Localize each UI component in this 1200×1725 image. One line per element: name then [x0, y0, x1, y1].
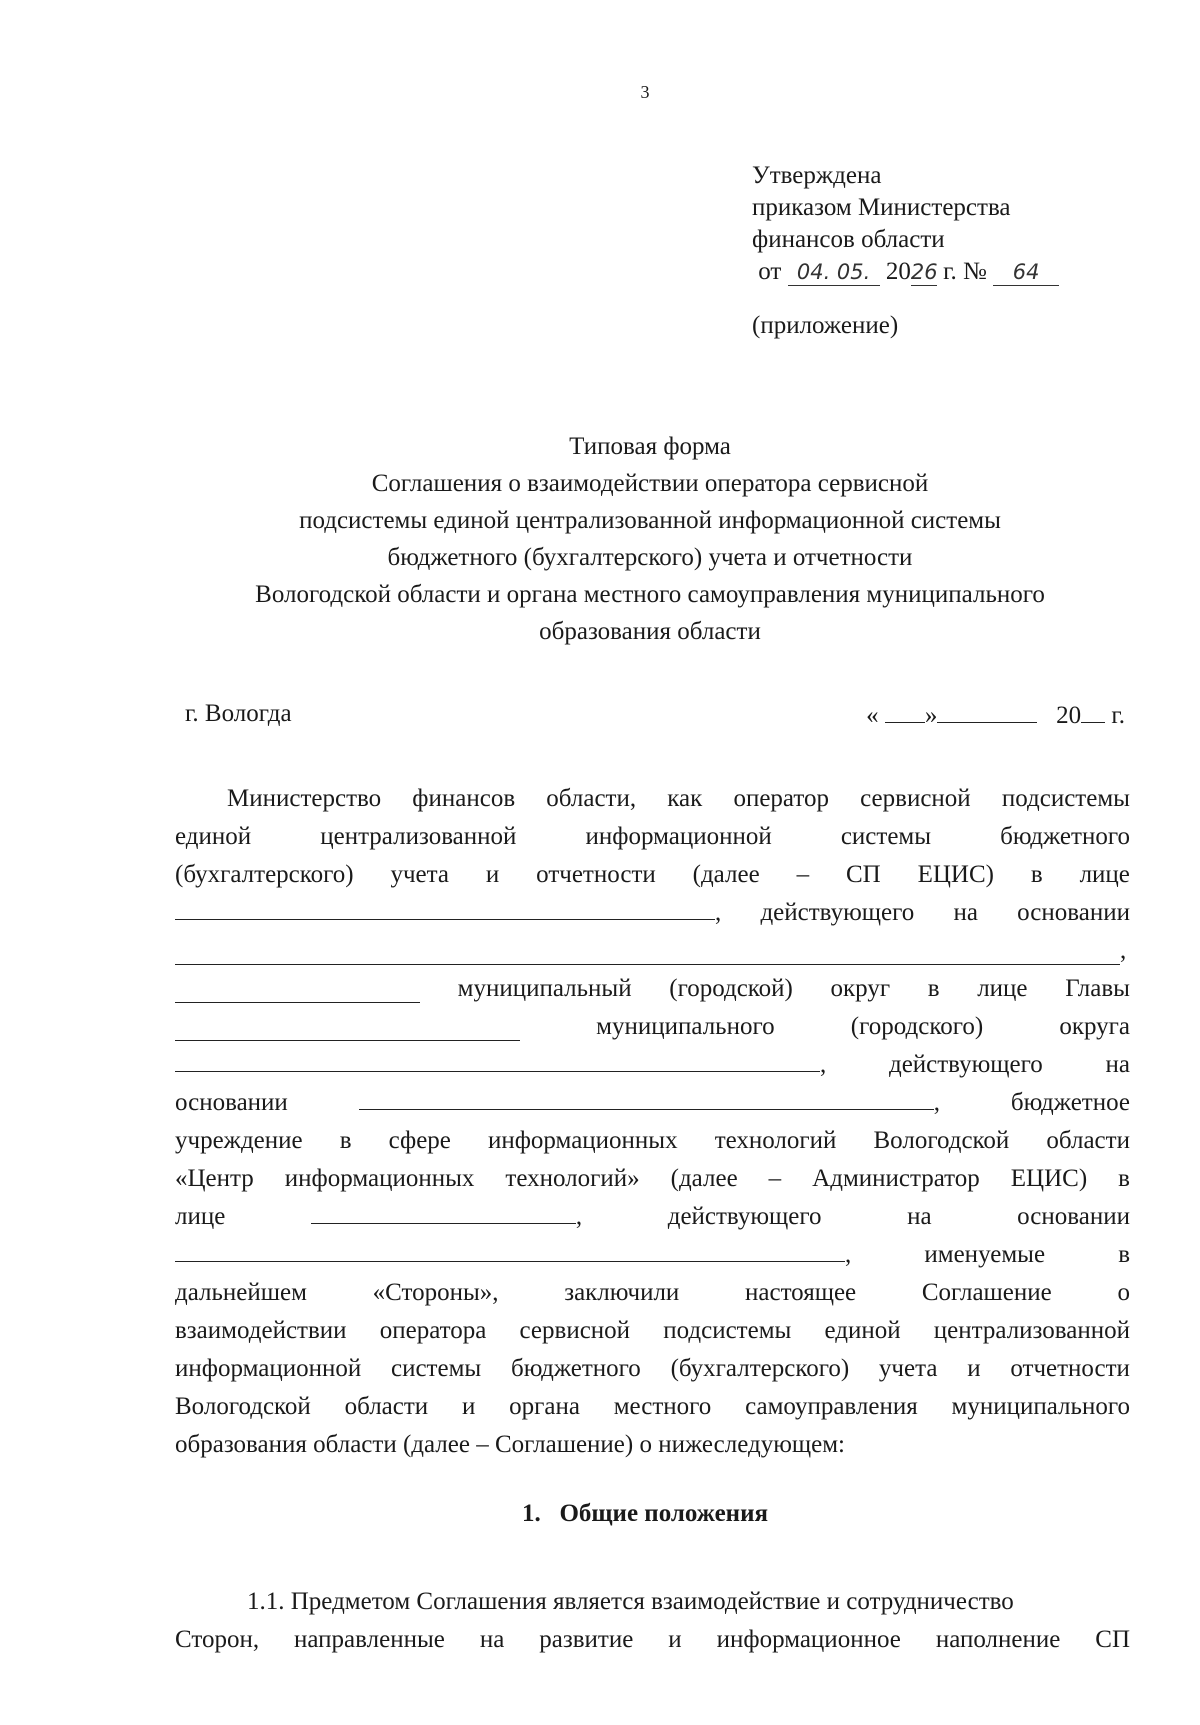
preamble-paragraph [175, 775, 1130, 1459]
text-line: учреждение в сфере информационных технологий Вологодской области [175, 1127, 1130, 1154]
text-line: 1.1. Предметом Соглашения является взаимодействие и сотрудничество [247, 1588, 1014, 1615]
day-blank [885, 700, 925, 723]
title-line: Вологодской области и органа местного самоуправления муниципального [255, 581, 1045, 608]
city-name: г. Вологда [185, 700, 292, 727]
title-line: бюджетного (бухгалтерского) учета и отчетности [387, 544, 913, 571]
blank-field [175, 940, 1120, 965]
text-line: , действующего на [175, 1041, 1130, 1079]
text-line: (бухгалтерского) учета и отчетности (далее – СП ЕЦИС) в лице [175, 861, 1130, 888]
blank-field [175, 1237, 845, 1262]
title-line: Соглашения о взаимодействии оператора сервисной [371, 470, 929, 497]
approval-line: Утверждена [752, 162, 882, 189]
date-template: « » 20 г. [866, 702, 1125, 729]
text-line: «Центр информационных технологий» (далее – Администратор ЕЦИС) в [175, 1165, 1130, 1192]
blank-field [175, 895, 715, 920]
text-line: образования области (далее – Соглашение) о нижеследующем: [175, 1431, 845, 1458]
blank-field [175, 1047, 820, 1072]
appendix-label: (приложение) [752, 312, 899, 339]
title-line: подсистемы единой централизованной информационной системы [299, 507, 1001, 534]
text-line: Министерство финансов области, как оператор сервисной подсистемы [227, 785, 1130, 812]
text-line: основании , бюджетное [175, 1079, 1130, 1117]
text-line: единой централизованной информационной системы бюджетного [175, 823, 1130, 850]
document-title [130, 428, 1170, 650]
text-line: муниципальный (городской) округ в лице Главы [175, 965, 1130, 1003]
blank-field [359, 1085, 934, 1110]
handwritten-date: 04. 05. [788, 259, 880, 286]
text-line: лице , действующего на основании [175, 1193, 1130, 1231]
text-line: информационной системы бюджетного (бухгалтерского) учета и отчетности [175, 1355, 1130, 1382]
text-line: взаимодействии оператора сервисной подсистемы единой централизованной [175, 1317, 1130, 1344]
text-line: Вологодской области и органа местного самоуправления муниципального [175, 1393, 1130, 1420]
title-line: Типовая форма [569, 433, 731, 460]
blank-field [311, 1199, 576, 1224]
text-line: дальнейшем «Стороны», заключили настоящее Соглашение о [175, 1279, 1130, 1306]
date-prefix: от [758, 258, 782, 285]
month-blank [937, 700, 1037, 723]
blank-field [175, 1016, 520, 1041]
year-blank [1081, 700, 1105, 723]
text-line: , [175, 927, 1130, 965]
text-line: муниципального (городского) округа [175, 1003, 1130, 1041]
blank-field [175, 978, 420, 1003]
page-number: 3 [640, 82, 650, 102]
clause-paragraph [175, 1578, 1130, 1654]
number-prefix: г. № [943, 258, 987, 285]
approval-date-line [752, 256, 1059, 288]
handwritten-year: 26 [910, 260, 938, 284]
handwritten-order-number: 64 [993, 259, 1059, 286]
approval-line: приказом Министерства [752, 194, 1011, 221]
approval-line: финансов области [752, 226, 945, 253]
text-line: , действующего на основании [175, 889, 1130, 927]
text-line: Сторон, направленные на развитие и информационное наполнение СП [175, 1626, 1130, 1653]
text-line: , именуемые в [175, 1231, 1130, 1269]
year-prefix: 20 [885, 258, 911, 285]
approval-stamp [752, 160, 1059, 342]
section-heading: 1. Общие положения [521, 1500, 768, 1527]
title-line: образования области [539, 618, 761, 645]
